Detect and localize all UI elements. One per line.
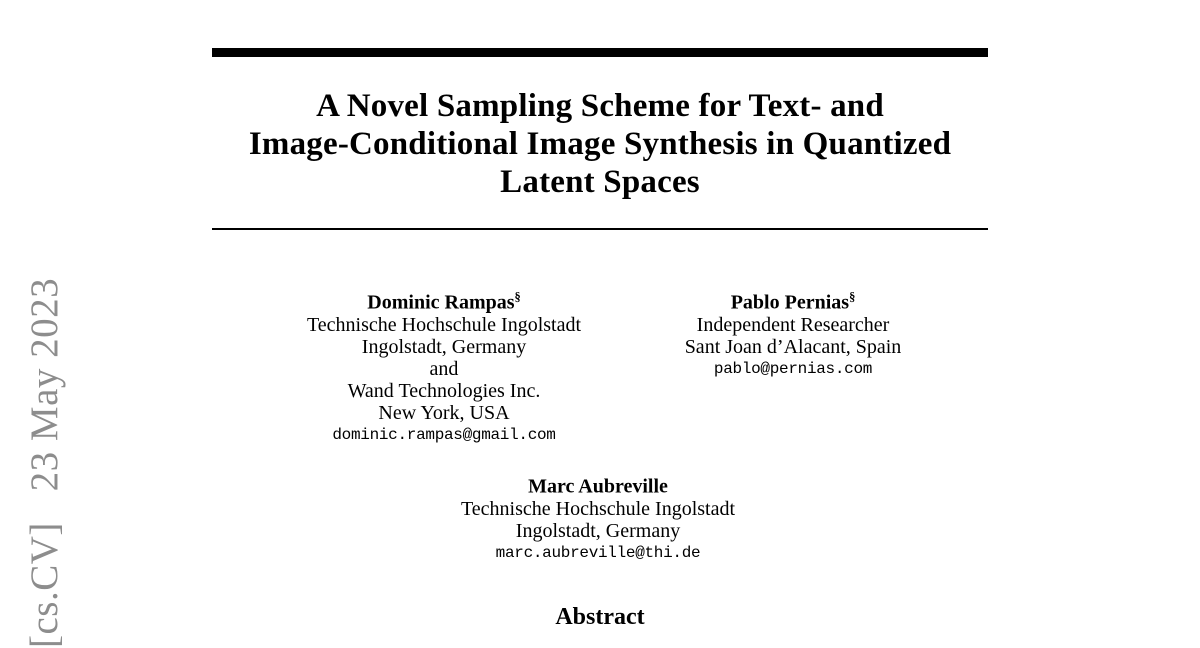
author-email: dominic.rampas@gmail.com: [332, 425, 556, 444]
author-footnote-mark: §: [849, 290, 856, 304]
title-rule-top: [212, 48, 988, 57]
author-footnote-mark: §: [514, 290, 521, 304]
author-name-text: Pablo Pernias: [730, 291, 850, 314]
author-affiliation-line: Ingolstadt, Germany: [515, 519, 681, 542]
author-affiliation-line: and: [429, 357, 459, 380]
author-name: [264, 286, 624, 314]
author-name-text: Marc Aubreville: [528, 475, 668, 498]
author-email: marc.aubreville@thi.de: [495, 543, 701, 562]
author-affiliation-line: Technische Hochschule Ingolstadt: [460, 497, 736, 520]
author-block-marc-aubreville: [418, 470, 778, 564]
author-affiliation-line: New York, USA: [378, 401, 510, 424]
paper-title-line-3: Latent Spaces: [500, 164, 700, 200]
author-email: pablo@pernias.com: [713, 359, 873, 378]
author-block-dominic-rampas: [264, 286, 624, 446]
abstract-heading: Abstract: [555, 604, 645, 630]
author-name: [613, 286, 973, 314]
author-affiliation-line: Wand Technologies Inc.: [347, 379, 541, 402]
paper-title-line-1: A Novel Sampling Scheme for Text- and: [316, 88, 884, 124]
author-block-pablo-pernias: [613, 286, 973, 380]
author-affiliation-line: Technische Hochschule Ingolstadt: [306, 313, 582, 336]
author-affiliation-line: Sant Joan d’Alacant, Spain: [684, 335, 902, 358]
author-affiliation-line: Ingolstadt, Germany: [361, 335, 527, 358]
paper-title-line-2: Image-Conditional Image Synthesis in Quantized: [248, 126, 952, 162]
arxiv-stamp: [cs.CV] 23 May 2023: [23, 277, 66, 648]
author-name-text: Dominic Rampas: [367, 291, 515, 314]
author-affiliation-line: Independent Researcher: [696, 313, 890, 336]
title-rule-bottom: [212, 228, 988, 230]
author-name: [418, 470, 778, 498]
paper-title: [0, 87, 1200, 201]
